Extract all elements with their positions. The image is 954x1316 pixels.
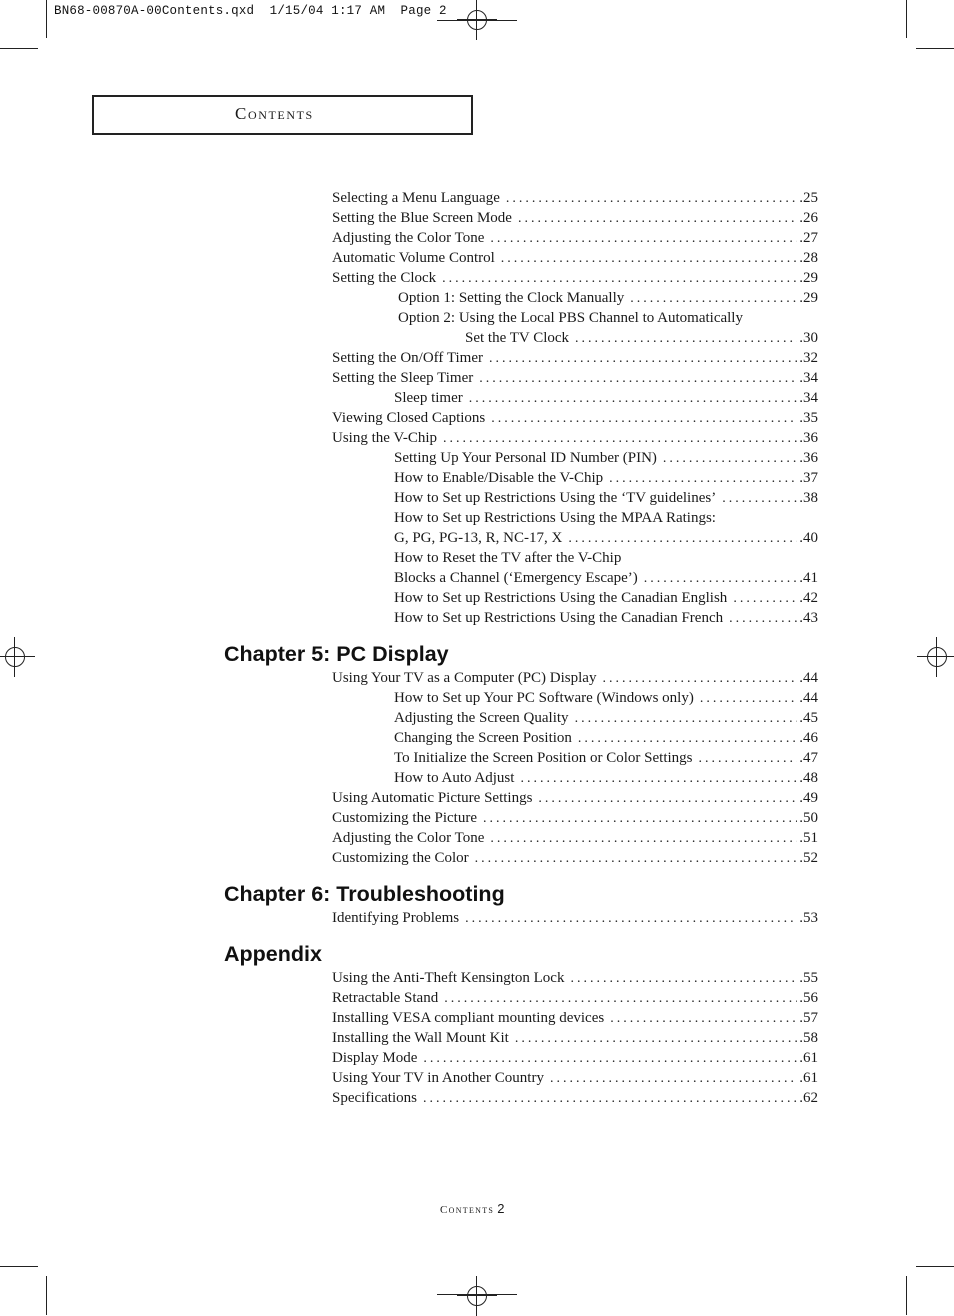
toc-entry-title: Viewing Closed Captions [332, 410, 486, 426]
dot-leader [610, 1009, 797, 1029]
toc-entry-title: How to Set up Restrictions Using the MPAA Ratings: [394, 510, 716, 526]
toc-entry-page: .43 [799, 610, 818, 626]
toc-entry-title: Using the Anti-Theft Kensington Lock [332, 970, 565, 986]
footer-label: Contents [440, 1204, 495, 1216]
toc-entry-page: .27 [799, 230, 818, 246]
toc-entry-title: Changing the Screen Position [394, 730, 572, 746]
toc-entry[interactable] [332, 988, 818, 1008]
toc-entry-title: G, PG, PG-13, R, NC-17, X [394, 530, 563, 546]
toc-entry-page: .26 [799, 210, 818, 226]
dot-leader [630, 289, 797, 309]
toc-entry-title: How to Auto Adjust [394, 770, 515, 786]
dot-leader [602, 669, 797, 689]
toc-entry[interactable] [332, 1088, 818, 1108]
toc-entry-page: .57 [799, 1010, 818, 1026]
dot-leader [483, 809, 797, 829]
toc-entry[interactable] [332, 848, 818, 868]
toc-entry-page: .58 [799, 1030, 818, 1046]
toc-entry-page: .46 [799, 730, 818, 746]
toc-entry-page: .44 [799, 690, 818, 706]
toc-entry-title: Sleep timer [394, 390, 463, 406]
toc-entry-title: Blocks a Channel (‘Emergency Escape’) [394, 570, 638, 586]
dot-leader [729, 609, 797, 629]
dot-leader [490, 829, 797, 849]
toc-entry-title: Setting the On/Off Timer [332, 350, 483, 366]
toc-entry[interactable] [332, 1048, 818, 1068]
toc-entry-page: .32 [799, 350, 818, 366]
toc-entry[interactable] [465, 328, 818, 348]
chapter-heading: Chapter 6: Troubleshooting [224, 882, 505, 906]
header-title: Contents [235, 104, 314, 123]
dot-leader [700, 689, 797, 709]
toc-entry[interactable] [394, 588, 818, 608]
toc-entry-page: .45 [799, 710, 818, 726]
toc-entry[interactable] [332, 348, 818, 368]
toc-entry-title: How to Enable/Disable the V-Chip [394, 470, 604, 486]
toc-entry-page: .40 [799, 530, 818, 546]
toc-entry-page: .30 [799, 330, 818, 346]
toc-entry-page: .53 [799, 910, 818, 926]
dot-leader [722, 489, 797, 509]
toc-entry[interactable] [394, 568, 818, 588]
toc-entry[interactable] [332, 248, 818, 268]
toc-entry[interactable] [394, 708, 818, 728]
toc-entry-page: .52 [799, 850, 818, 866]
toc-entry[interactable] [332, 1028, 818, 1048]
toc-entry-title: How to Set up Restrictions Using the ‘TV guidelines’ [394, 490, 717, 506]
toc-entry[interactable] [332, 808, 818, 828]
toc-entry[interactable] [332, 228, 818, 248]
toc-entry-page: .37 [799, 470, 818, 486]
dot-leader [442, 269, 797, 289]
toc-entry-page: .41 [799, 570, 818, 586]
print-slug: BN68-00870A-00Contents.qxd 1/15/04 1:17 AM Page 2 [54, 4, 447, 18]
toc-entry-title: Set the TV Clock [465, 330, 570, 346]
toc-entry-page: .50 [799, 810, 818, 826]
dot-leader [644, 569, 797, 589]
page-number: 2 [497, 1201, 505, 1216]
toc-entry-title: Installing the Wall Mount Kit [332, 1030, 509, 1046]
dot-leader [578, 729, 797, 749]
dot-leader [443, 429, 797, 449]
toc-entry-page: .34 [799, 370, 818, 386]
dot-leader [538, 789, 797, 809]
toc-entry-title: Setting the Sleep Timer [332, 370, 474, 386]
toc-entry-page: .55 [799, 970, 818, 986]
dot-leader [423, 1049, 797, 1069]
toc-entry-page: .29 [799, 270, 818, 286]
dot-leader [489, 349, 797, 369]
toc-entry[interactable] [332, 968, 818, 988]
dot-leader [465, 909, 797, 929]
toc-entry[interactable] [394, 748, 818, 768]
toc-entry-title: Option 1: Setting the Clock Manually [398, 290, 625, 306]
toc-entry[interactable] [394, 528, 818, 548]
toc-entry-title: Identifying Problems [332, 910, 460, 926]
toc-entry[interactable] [394, 688, 818, 708]
toc-entry-page: .36 [799, 430, 818, 446]
dot-leader [491, 409, 797, 429]
page-footer [440, 1201, 504, 1216]
toc-entry-page: .62 [799, 1090, 818, 1106]
toc-entry[interactable] [394, 728, 818, 748]
dot-leader [550, 1069, 797, 1089]
toc-entry-title: To Initialize the Screen Position or Color Settings [394, 750, 693, 766]
toc-entry[interactable] [398, 288, 818, 308]
toc-entry[interactable] [332, 788, 818, 808]
toc-entry[interactable] [332, 908, 818, 928]
dot-leader [444, 989, 797, 1009]
toc-entry[interactable] [394, 468, 818, 488]
toc-entry[interactable] [394, 488, 818, 508]
toc-entry-title: Selecting a Menu Language [332, 190, 500, 206]
dot-leader [663, 449, 797, 469]
dot-leader [501, 249, 797, 269]
toc-entry-title: Option 2: Using the Local PBS Channel to Automatically [398, 310, 743, 326]
dot-leader [699, 749, 798, 769]
toc-entry-title: Customizing the Color [332, 850, 469, 866]
dot-leader [490, 229, 797, 249]
toc-entry[interactable] [332, 188, 818, 208]
toc-entry-title: Customizing the Picture [332, 810, 477, 826]
dot-leader [568, 529, 797, 549]
toc-entry-title: Setting the Clock [332, 270, 437, 286]
toc-entry[interactable] [332, 1068, 818, 1088]
dot-leader [520, 769, 797, 789]
toc-entry[interactable] [332, 268, 818, 288]
toc-entry-page: .44 [799, 670, 818, 686]
toc-entry[interactable] [332, 368, 818, 388]
toc-entry-title: Installing VESA compliant mounting devices [332, 1010, 605, 1026]
dot-leader [423, 1089, 797, 1109]
dot-leader [515, 1029, 797, 1049]
toc-entry-page: .36 [799, 450, 818, 466]
toc-entry-title: Automatic Volume Control [332, 250, 495, 266]
toc-entry[interactable] [394, 608, 818, 628]
toc-entry-page: .61 [799, 1070, 818, 1086]
dot-leader [518, 209, 797, 229]
chapter-heading: Chapter 5: PC Display [224, 642, 449, 666]
toc-entry-page: .38 [799, 490, 818, 506]
dot-leader [475, 849, 798, 869]
toc-entry-title: How to Reset the TV after the V-Chip [394, 550, 622, 566]
toc-entry-page: .47 [799, 750, 818, 766]
chapter-heading: Appendix [224, 942, 322, 966]
toc-entry[interactable] [332, 668, 818, 688]
toc-entry-page: .35 [799, 410, 818, 426]
toc-entry-title: Using the V-Chip [332, 430, 438, 446]
toc-entry-title: Adjusting the Screen Quality [394, 710, 569, 726]
toc-entry-title: Using Your TV as a Computer (PC) Display [332, 670, 597, 686]
toc-entry-title: Setting the Blue Screen Mode [332, 210, 512, 226]
toc-entry-title: Using Your TV in Another Country [332, 1070, 544, 1086]
toc-entry[interactable] [394, 768, 818, 788]
dot-leader [469, 389, 798, 409]
toc-entry-page: .25 [799, 190, 818, 206]
toc-entry[interactable] [332, 1008, 818, 1028]
toc-entry-page: .48 [799, 770, 818, 786]
toc-entry-page: .42 [799, 590, 818, 606]
toc-entry-title: How to Set up Restrictions Using the Canadian French [394, 610, 724, 626]
toc-entry-page: .56 [799, 990, 818, 1006]
dot-leader [506, 189, 797, 209]
toc-entry[interactable] [332, 208, 818, 228]
toc-entry-title: Retractable Stand [332, 990, 439, 1006]
toc-entry[interactable] [394, 388, 818, 408]
dot-leader [575, 709, 798, 729]
toc-entry-page: .29 [799, 290, 818, 306]
toc-entry[interactable] [332, 428, 818, 448]
dot-leader [570, 969, 797, 989]
toc-entry-page: .49 [799, 790, 818, 806]
toc-entry-title: Using Automatic Picture Settings [332, 790, 533, 806]
toc-entry-title: How to Set up Restrictions Using the Canadian English [394, 590, 728, 606]
toc-entry[interactable] [394, 448, 818, 468]
toc-entry-title: Adjusting the Color Tone [332, 830, 485, 846]
toc-entry-title: How to Set up Your PC Software (Windows only) [394, 690, 694, 706]
toc-entry-title: Adjusting the Color Tone [332, 230, 485, 246]
toc-entry-title: Specifications [332, 1090, 417, 1106]
dot-leader [733, 589, 797, 609]
dot-leader [609, 469, 797, 489]
toc-entry[interactable] [332, 828, 818, 848]
toc-entry-page: .51 [799, 830, 818, 846]
toc-entry[interactable] [332, 408, 818, 428]
toc-entry-title: Setting Up Your Personal ID Number (PIN) [394, 450, 657, 466]
toc-entry-page: .34 [799, 390, 818, 406]
toc-entry-title: Display Mode [332, 1050, 418, 1066]
dot-leader [575, 329, 797, 349]
toc-entry-page: .61 [799, 1050, 818, 1066]
toc-entry-page: .28 [799, 250, 818, 266]
dot-leader [479, 369, 797, 389]
